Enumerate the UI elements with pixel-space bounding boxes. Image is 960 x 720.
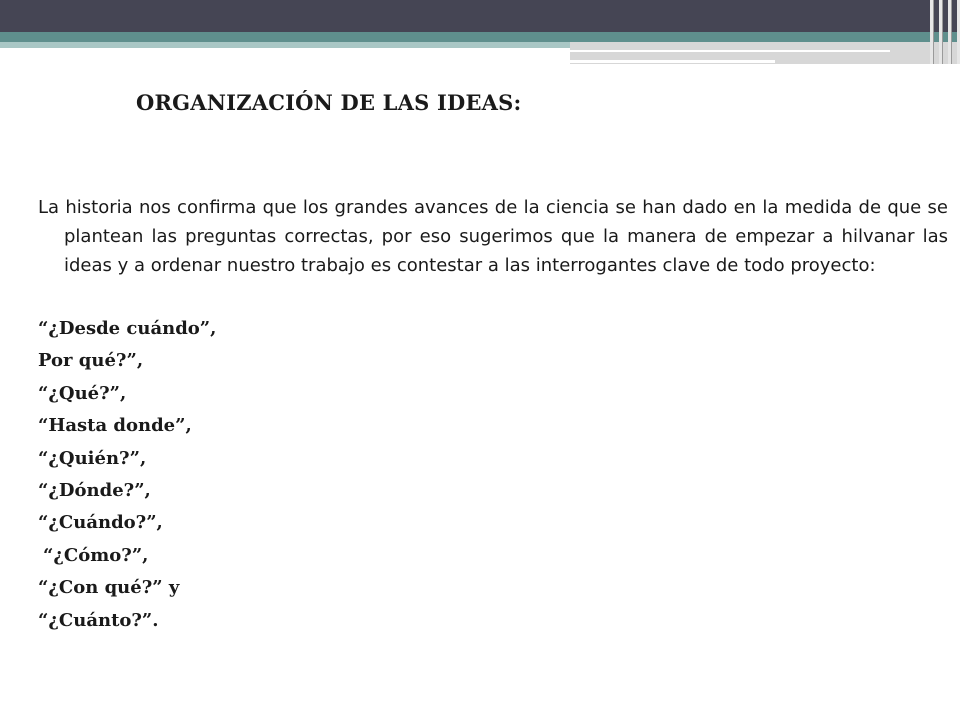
question-list (38, 313, 216, 637)
question-item: “¿Quién?”, (38, 447, 147, 469)
intro-paragraph: La historia nos confirma que los grandes avances de la ciencia se han dado en la medida de que se plantean las preguntas correctas, por eso sugerimos que la manera de empezar a hilvanar las ideas y a ordenar nuestro trabajo es contestar a las interrogantes clave de todo proyecto: (38, 197, 948, 276)
rib (939, 0, 942, 64)
rib (930, 0, 933, 64)
question-item: “¿Dónde?”, (38, 479, 151, 501)
question-item: “¿Cuándo?”, (38, 512, 163, 534)
header-teal-stripe (0, 32, 960, 42)
question-item: “¿Con qué?” y (38, 577, 180, 599)
header-white-line (570, 50, 890, 52)
question-item: “Hasta donde”, (38, 415, 192, 437)
question-item: “¿Cómo?”, (43, 544, 149, 566)
header-white-line-short (570, 60, 775, 63)
question-item: “¿Cuánto?”. (38, 609, 159, 631)
slide-title: ORGANIZACIÓN DE LAS IDEAS: (136, 90, 522, 115)
header-dark-bar (0, 0, 960, 32)
question-item: “¿Qué?”, (38, 382, 127, 404)
rib (948, 0, 951, 64)
question-item: Por qué?”, (38, 350, 144, 372)
question-item: “¿Desde cuándo”, (38, 318, 217, 339)
header-rib-decoration (930, 0, 960, 64)
